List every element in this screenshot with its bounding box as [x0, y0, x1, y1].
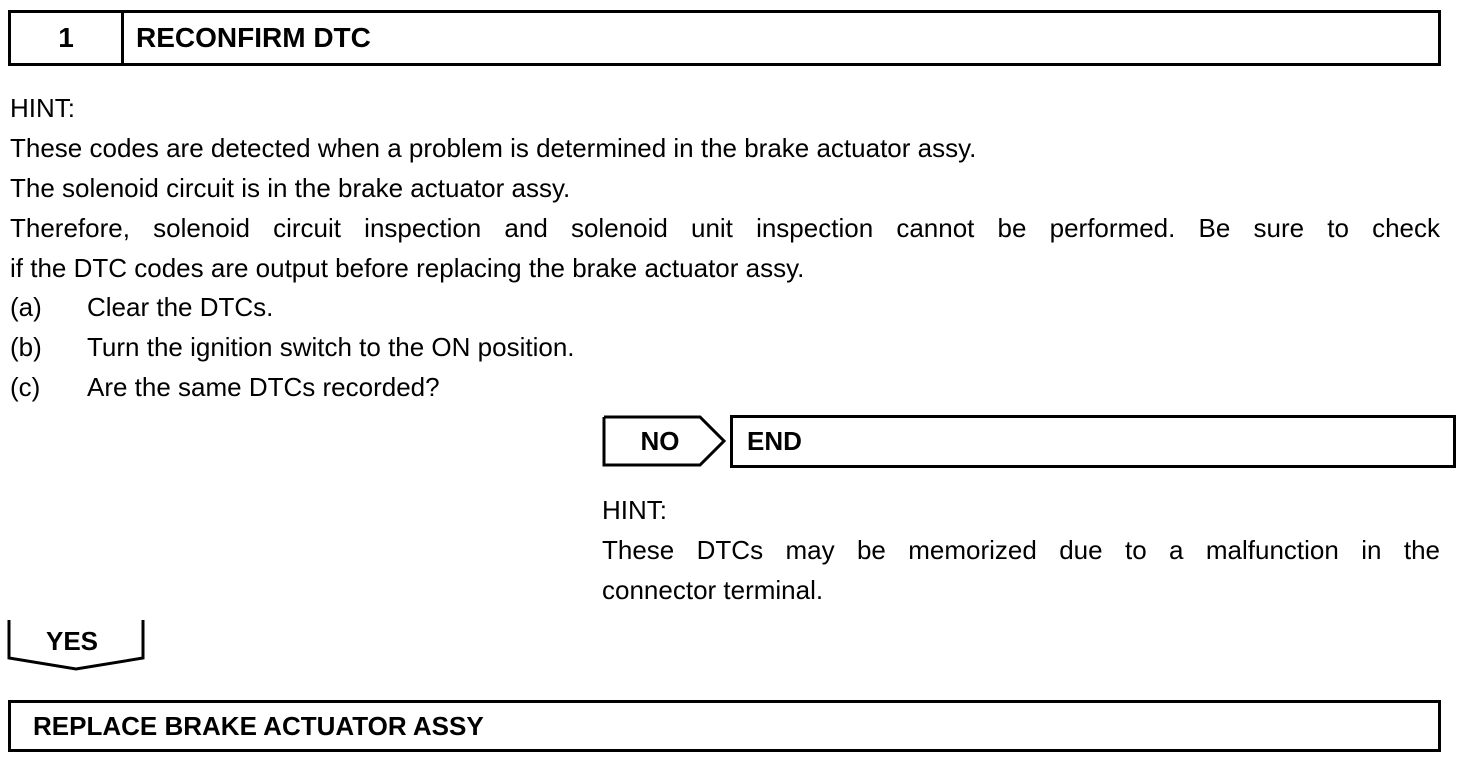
paragraph-1: These codes are detected when a problem is determined in the brake actuator assy. — [10, 133, 977, 163]
hint-label: HINT: — [10, 93, 75, 123]
step-number: 1 — [11, 13, 124, 63]
paragraph-3: Therefore, solenoid circuit inspection and solenoid unit inspection cannot be performed. Be sure to check — [10, 213, 1440, 243]
item-a-letter: (a) — [10, 292, 42, 322]
no-hint-label: HINT: — [602, 495, 667, 525]
item-a-text: Clear the DTCs. — [87, 292, 274, 322]
replace-action-label: REPLACE BRAKE ACTUATOR ASSY — [33, 710, 484, 741]
step-title: RECONFIRM DTC — [136, 22, 371, 53]
paragraph-2: The solenoid circuit is in the brake actuator assy. — [10, 173, 571, 203]
item-b-letter: (b) — [10, 332, 42, 362]
end-box — [730, 415, 1456, 468]
item-c-text: Are the same DTCs recorded? — [87, 372, 440, 402]
replace-action-box — [8, 700, 1441, 752]
no-label: NO — [640, 426, 680, 456]
step-header — [8, 10, 1441, 66]
item-b-text: Turn the ignition switch to the ON position. — [87, 332, 575, 362]
item-c-letter: (c) — [10, 372, 41, 402]
no-hint-line-2: connector terminal. — [602, 575, 824, 605]
paragraph-4: if the DTC codes are output before replacing the brake actuator assy. — [10, 253, 805, 283]
yes-label: YES — [45, 626, 99, 656]
end-label: END — [747, 426, 802, 456]
no-hint-line-1: These DTCs may be memorized due to a malfunction in the — [602, 535, 1440, 565]
